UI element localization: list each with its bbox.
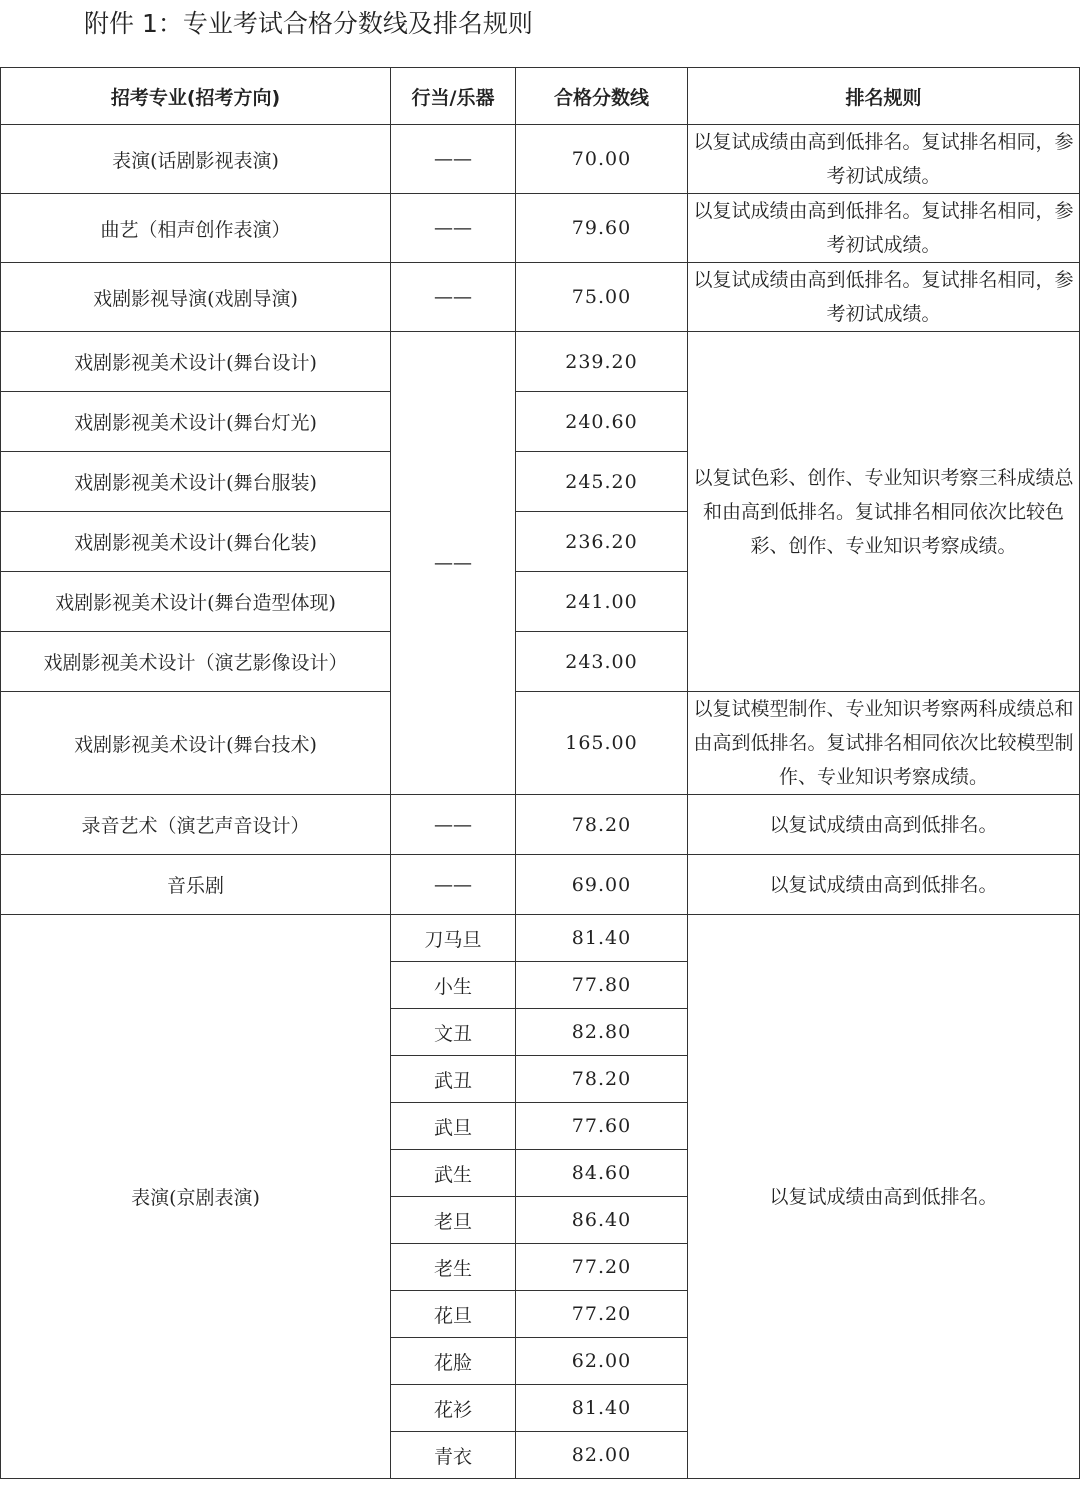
role-cell: —— [391,795,516,855]
score-cell: 77.20 [516,1291,688,1338]
role-cell: 刀马旦 [391,915,516,962]
rule-cell: 以复试模型制作、专业知识考察两科成绩总和由高到低排名。复试排名相同依次比较模型制作、专业知识考察成绩。 [688,692,1080,795]
rule-cell: 以复试色彩、创作、专业知识考察三科成绩总和由高到低排名。复试排名相同依次比较色彩、创作、专业知识考察成绩。 [688,332,1080,692]
major-cell: 戏剧影视美术设计(舞台化装) [1,512,391,572]
major-cell: 戏剧影视美术设计(舞台设计) [1,332,391,392]
role-cell: 花旦 [391,1291,516,1338]
major-cell: 录音艺术（演艺声音设计） [1,795,391,855]
score-cell: 81.40 [516,1385,688,1432]
role-cell: 花脸 [391,1338,516,1385]
major-cell: 戏剧影视美术设计(舞台服装) [1,452,391,512]
major-cell: 戏剧影视导演(戏剧导演) [1,263,391,332]
major-cell: 音乐剧 [1,855,391,915]
rule-cell: 以复试成绩由高到低排名。复试排名相同，参考初试成绩。 [688,125,1080,194]
table-row [1,795,1080,855]
role-cell: —— [391,855,516,915]
score-cell: 86.40 [516,1197,688,1244]
score-cell: 78.20 [516,1056,688,1103]
score-cell: 81.40 [516,915,688,962]
role-cell: —— [391,194,516,263]
role-cell: 武丑 [391,1056,516,1103]
score-table [0,67,1080,1479]
table-row [1,194,1080,263]
score-cell: 243.00 [516,632,688,692]
score-cell: 245.20 [516,452,688,512]
table-row [1,332,1080,392]
major-cell: 表演(话剧影视表演) [1,125,391,194]
score-cell: 77.20 [516,1244,688,1291]
rule-cell: 以复试成绩由高到低排名。 [688,795,1080,855]
major-cell: 戏剧影视美术设计(舞台灯光) [1,392,391,452]
role-cell: —— [391,263,516,332]
role-cell: —— [391,332,516,795]
rule-cell: 以复试成绩由高到低排名。复试排名相同，参考初试成绩。 [688,194,1080,263]
header-score: 合格分数线 [516,68,688,125]
score-cell: 69.00 [516,855,688,915]
score-cell: 82.00 [516,1432,688,1479]
score-cell: 77.80 [516,962,688,1009]
score-cell: 241.00 [516,572,688,632]
header-role: 行当/乐器 [391,68,516,125]
major-cell: 戏剧影视美术设计(舞台技术) [1,692,391,795]
table-row [1,855,1080,915]
header-rule: 排名规则 [688,68,1080,125]
score-cell: 75.00 [516,263,688,332]
table-row [1,125,1080,194]
role-cell: 花衫 [391,1385,516,1432]
document-title: 附件 1：专业考试合格分数线及排名规则 [84,9,533,38]
major-cell: 曲艺（相声创作表演） [1,194,391,263]
score-cell: 77.60 [516,1103,688,1150]
major-cell: 戏剧影视美术设计（演艺影像设计） [1,632,391,692]
score-cell: 240.60 [516,392,688,452]
score-cell: 82.80 [516,1009,688,1056]
table-row [1,263,1080,332]
rule-cell: 以复试成绩由高到低排名。复试排名相同，参考初试成绩。 [688,263,1080,332]
major-cell: 表演(京剧表演) [1,915,391,1479]
role-cell: 小生 [391,962,516,1009]
role-cell: 老旦 [391,1197,516,1244]
role-cell: 武旦 [391,1103,516,1150]
score-cell: 79.60 [516,194,688,263]
role-cell: —— [391,125,516,194]
score-cell: 70.00 [516,125,688,194]
score-cell: 236.20 [516,512,688,572]
major-cell: 戏剧影视美术设计(舞台造型体现) [1,572,391,632]
role-cell: 青衣 [391,1432,516,1479]
score-cell: 84.60 [516,1150,688,1197]
rule-cell: 以复试成绩由高到低排名。 [688,855,1080,915]
table-row [1,915,1080,962]
table-header-row [1,68,1080,125]
table-row [1,692,1080,795]
score-cell: 78.20 [516,795,688,855]
role-cell: 文丑 [391,1009,516,1056]
role-cell: 老生 [391,1244,516,1291]
score-cell: 62.00 [516,1338,688,1385]
header-major: 招考专业(招考方向) [1,68,391,125]
role-cell: 武生 [391,1150,516,1197]
rule-cell: 以复试成绩由高到低排名。 [688,915,1080,1479]
score-cell: 165.00 [516,692,688,795]
score-cell: 239.20 [516,332,688,392]
